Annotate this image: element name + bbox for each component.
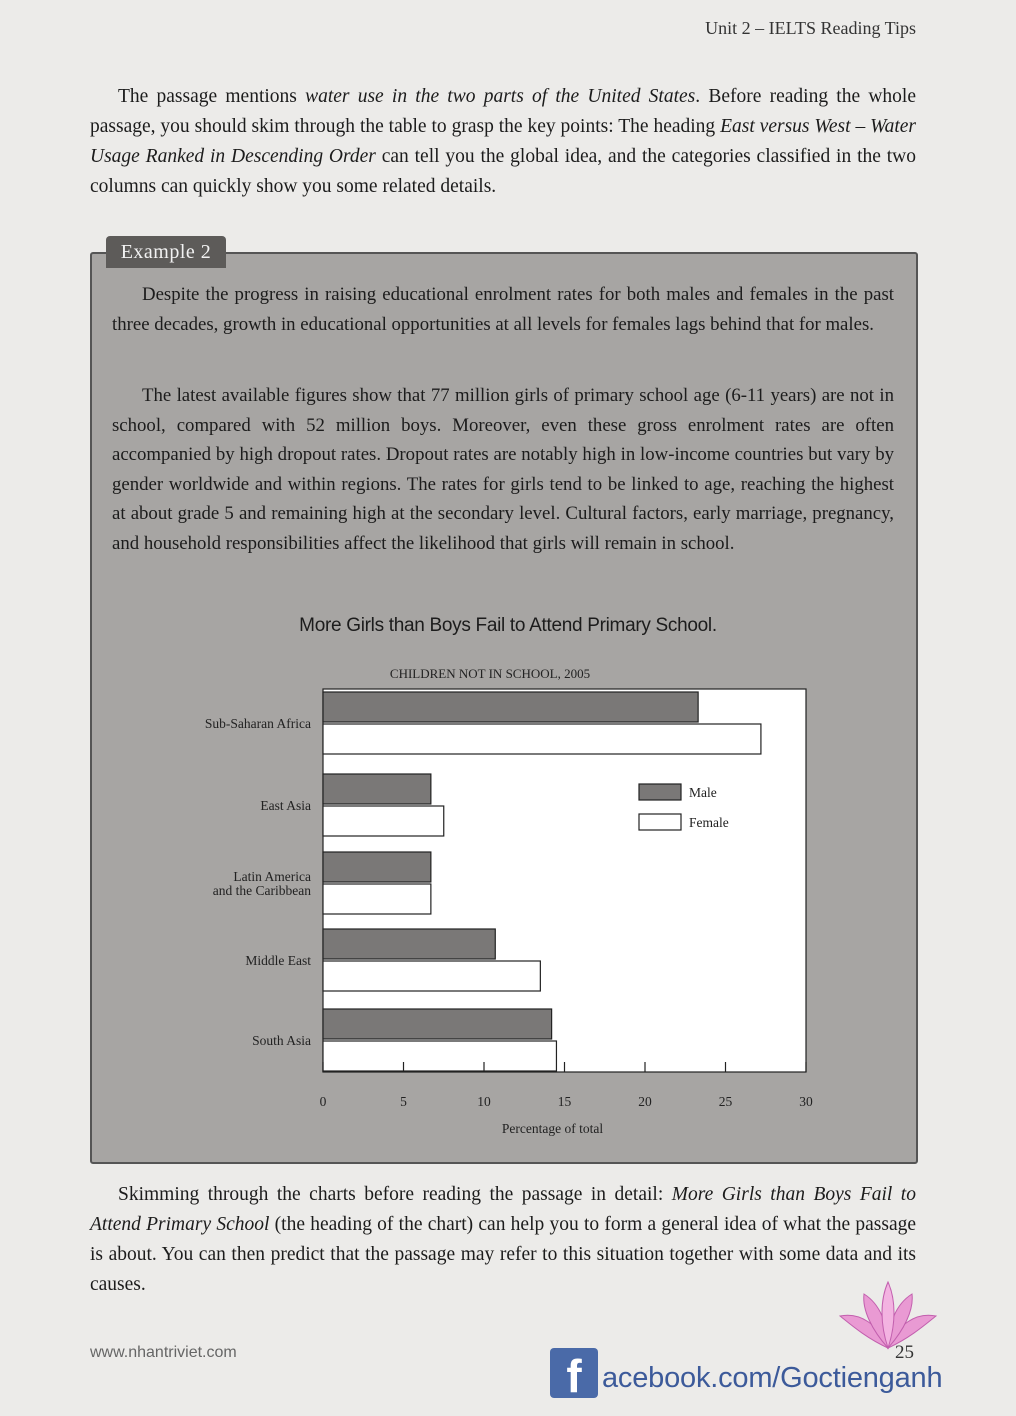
category-label: South Asia	[252, 1033, 311, 1048]
x-tick-label: 10	[477, 1094, 491, 1109]
x-axis-label: Percentage of total	[501, 1121, 604, 1136]
lotus-logo-icon	[836, 1278, 940, 1354]
bar-male-3	[323, 929, 495, 959]
facebook-link[interactable]: acebook.com/Goctienganh	[602, 1362, 943, 1394]
footer-url: www.nhantriviet.com	[90, 1344, 237, 1361]
category-label: Sub-Saharan Africa	[204, 716, 311, 731]
x-tick-label: 25	[718, 1094, 733, 1109]
category-label: Middle East	[245, 953, 311, 968]
legend-label: Female	[689, 815, 729, 830]
x-tick-label: 5	[400, 1094, 407, 1109]
example-label: Example 2	[106, 236, 226, 268]
bar-male-4	[323, 1009, 552, 1039]
bar-female-2	[323, 884, 431, 914]
intro-text-3: can tell you the global idea, and the categories classified in the two columns can quickly show you some related details.	[90, 146, 916, 197]
unit-header: Unit 2 – IELTS Reading Tips	[705, 18, 916, 38]
page-number: 25	[895, 1342, 914, 1363]
intro-italic-1: water use in the two parts of the United States	[305, 86, 696, 107]
outro-paragraph	[90, 1180, 916, 1300]
intro-italic-2: East versus West – Water Usage Ranked in Descending Order	[90, 116, 916, 167]
intro-text-1: The passage mentions	[118, 86, 306, 107]
bar-female-3	[323, 961, 540, 991]
bar-female-4	[323, 1041, 556, 1071]
x-tick-label: 15	[557, 1094, 572, 1109]
legend-swatch-male	[639, 784, 681, 800]
bar-male-1	[323, 774, 431, 804]
intro-text-2: . Before reading the whole passage, you should skim through the table to grasp the key points: The heading	[90, 86, 916, 137]
bar-male-2	[323, 852, 431, 882]
bar-female-0	[323, 724, 761, 754]
x-tick-label: 20	[638, 1094, 652, 1109]
legend-label: Male	[689, 785, 717, 800]
outro-text-2: (the heading of the chart) can help you to form a general idea of what the passage is about. You can then predict that the passage may refer to this situation together with some data and its causes.	[90, 1214, 917, 1295]
category-label: and the Caribbean	[212, 883, 311, 898]
legend-swatch-female	[639, 814, 681, 830]
category-label: Latin America	[233, 869, 311, 884]
x-tick-label: 0	[319, 1094, 327, 1109]
bar-male-0	[323, 692, 698, 722]
chart-title: More Girls than Boys Fail to Attend Primary School.	[299, 615, 717, 636]
example-paragraph-1: Despite the progress in raising educational enrolment rates for both males and females in the past three decades, growth in educational opportunities at all levels for females lags behind that for males.	[112, 284, 894, 335]
bar-female-1	[323, 806, 444, 836]
outro-italic-1: More Girls than Boys Fail to Attend Primary School	[90, 1184, 916, 1235]
chart-subtitle: CHILDREN NOT IN SCHOOL, 2005	[389, 666, 591, 681]
category-label: East Asia	[260, 798, 311, 813]
outro-text-1: Skimming through the charts before reading the passage in detail:	[118, 1184, 672, 1205]
facebook-icon: f	[550, 1348, 598, 1398]
example-paragraph-2: The latest available figures show that 77 million girls of primary school age (6-11 years) are not in school, compared with 52 million boys. Moreover, even these gross enrolment rates are often accompanied by high dropout rates. Dropout rates are notably high in low-income countries but vary by gender worldwide and within regions. The rates for girls tend to be linked to age, reaching the highest at about grade 5 and remaining high at the secondary level. Cultural factors, early marriage, pregnancy, and household responsibilities affect the likelihood that girls will remain in school.	[112, 385, 894, 554]
x-tick-label: 30	[799, 1094, 813, 1109]
